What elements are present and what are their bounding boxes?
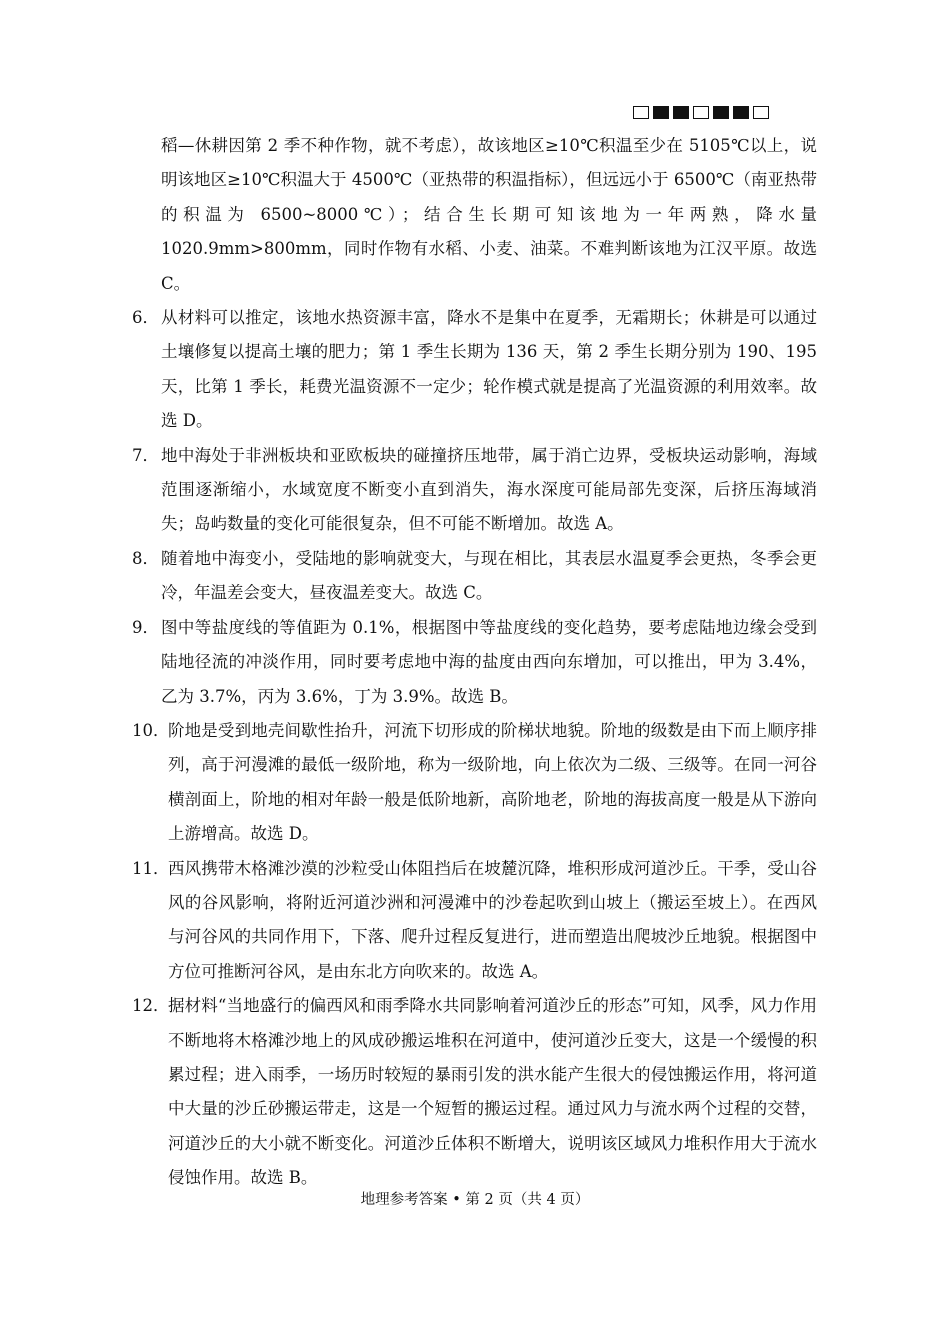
answer-text: 图中等盐度线的等值距为 0.1%，根据图中等盐度线的变化趋势，要考虑陆地边缘会受到陆地径流的冲淡作用，同时要考虑地中海的盐度由西向东增加，可以推出，甲为 3.4%，乙为 3.7%，丙为 3.6%，丁为 3.9%。故选 B。 (161, 617, 817, 706)
header-mark (633, 106, 649, 119)
answer-item-9 (132, 611, 817, 714)
answer-text: 随着地中海变小，受陆地的影响就变大，与现在相比，其表层水温夏季会更热，冬季会更冷，年温差会变大，昼夜温差变大。故选 C。 (161, 548, 817, 603)
header-mark (673, 106, 689, 119)
answer-text: 据材料“当地盛行的偏西风和雨季降水共同影响着河道沙丘的形态”可知，风季，风力作用不断地将木格滩沙地上的风成砂搬运堆积在河道中，使河道沙丘变大，这是一个缓慢的积累过程；进入雨季，一场历时较短的暴雨引发的洪水能产生很大的侵蚀搬运作用，将河道中大量的沙丘砂搬运带走，这是一个短暂的搬运过程。通过风力与流水两个过程的交替，河道沙丘的大小就不断变化。河道沙丘体积不断增大，说明该区域风力堆积作用大于流水侵蚀作用。故选 B。 (168, 996, 817, 1188)
answer-number: 10． (132, 720, 170, 740)
answer-item-10 (132, 714, 817, 852)
answer-number: 9． (132, 617, 159, 637)
answer-number: 11． (132, 858, 170, 878)
answer-text: 西风携带木格滩沙漠的沙粒受山体阻挡后在坡麓沉降，堆积形成河道沙丘。干季，受山谷风的谷风影响，将附近河道沙洲和河漫滩中的沙卷起吹到山坡上（搬运至坡上）。在西风与河谷风的共同作用下，下落、爬升过程反复进行，进而塑造出爬坡沙丘地貌。根据图中方位可推断河谷风，是由东北方向吹来的。故选 A。 (168, 858, 817, 981)
answer-item-7 (132, 439, 817, 542)
answer-text: 从材料可以推定，该地水热资源丰富，降水不是集中在夏季，无霜期长；休耕是可以通过土壤修复以提高土壤的肥力；第 1 季生长期为 136 天，第 2 季生长期分别为 190、195 天，比第 1 季长，耗费光温资源不一定少；轮作模式就是提高了光温资源的利用效率。故选 D。 (161, 308, 817, 431)
header-mark (693, 106, 709, 119)
answer-number: 8． (132, 548, 159, 568)
answer-item-8 (132, 542, 817, 611)
answer-text: 地中海处于非洲板块和亚欧板块的碰撞挤压地带，属于消亡边界，受板块运动影响，海域范围逐渐缩小，水域宽度不断变小直到消失，海水深度可能局部先变深，后挤压海域消失；岛屿数量的变化可能很复杂，但不可能不断增加。故选 A。 (161, 445, 817, 534)
header-mark (713, 106, 729, 119)
header-mark (653, 106, 669, 119)
answer-item-6 (132, 301, 817, 439)
header-mark (753, 106, 769, 119)
continued-answer: 稻—休耕因第 2 季不种作物，就不考虑），故该地区≥10℃积温至少在 5105℃以上，说明该地区≥10℃积温大于 4500℃（亚热带的积温指标），但远远小于 6500℃（南亚热带的积温为 6500~8000℃）；结合生长期可知该地为一年两熟，降水量 1020.9mm>800mm，同时作物有水稻、小麦、油菜。不难判断该地为江汉平原。故选 C。 (161, 136, 817, 293)
answer-content (132, 129, 817, 1196)
answer-item-12 (132, 989, 817, 1195)
header-mark (733, 106, 749, 119)
header-marks (633, 106, 769, 119)
answer-item-11 (132, 852, 817, 990)
answer-number: 6． (132, 308, 159, 328)
answer-text: 阶地是受到地壳间歇性抬升，河流下切形成的阶梯状地貌。阶地的级数是由下而上顺序排列，高于河漫滩的最低一级阶地，称为一级阶地，向上依次为二级、三级等。在同一河谷横剖面上，阶地的相对年龄一般是低阶地新，高阶地老，阶地的海拔高度一般是从下游向上游增高。故选 D。 (168, 720, 817, 844)
page-footer: 地理参考答案 • 第 2 页（共 4 页） (360, 1192, 590, 1208)
answer-number: 12． (132, 996, 170, 1016)
answer-number: 7． (132, 445, 159, 465)
